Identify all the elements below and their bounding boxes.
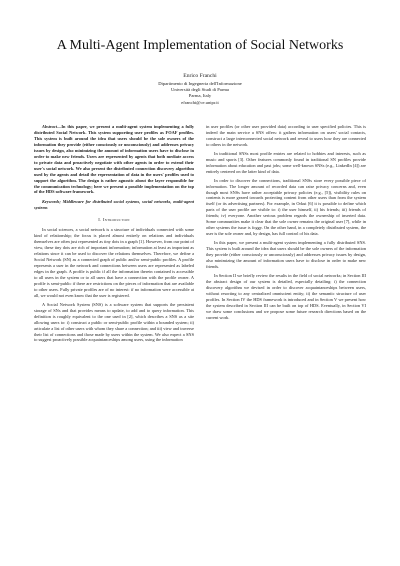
affiliation-city: Parma, Italy: [188, 93, 212, 99]
abstract: Abstract—In this paper, we present a multi-agent system implementing a fully distributed Social Network. This system supporting user profiles as FOAF profiles. This system is built around the idea that users should be the sole owners of the information they provide (either consciously or unconsciously) and addresses privacy issues by design, also minimizing the amount of information users have to disclose in order to make new friends. Users are represented by agents that both mediate access to private data and proactively negotiate with other agents in order to extend their user's social network. We also present the distributed connection discovery algorithm used by the agents and detail the representation of data in the users' profiles used to support the algorithm. The design is rather agnostic about the layer responsible for the communication technology; here we present a possible implementation on the top of the HDS software framework.: [34, 124, 194, 195]
keywords: Keywords; Middleware for distributed social systems, social networks, multi-agent systems: [34, 199, 194, 211]
right-paragraph-2: In traditional SNSs most profile entries are related to hobbies and interests, such as music and sports [3]. Other features commonly found in traditional SN profiles provide information about education and past jobs; some well-known SNSs (e.g., LinkedIn [4]) are entirely centered on the latter kind of data.: [206, 150, 366, 174]
abstract-label: Abstract: [42, 124, 57, 129]
author-name: Enrico Franchi: [183, 73, 217, 79]
right-paragraph-5: In Section II we briefly review the results in the field of social networks; in Section III the abstract design of our system is detailed, especially detailing: i) the connection discovery algorithm we devised in order to discover acquaintanceships between users, without resorting to any centralized omniscient entity; ii) the semantic structure of user profiles. In Section IV the HDS framework is introduced and in Section V we present how the system described in Section III can be built on top of HDS. Eventually, in Section VI we draw some conclusions and we propose some future research directions based on the current work.: [206, 272, 366, 320]
affiliation-department: Dipartimento di Ingegneria dell'Informazione: [158, 81, 242, 86]
left-column: [34, 124, 194, 343]
intro-paragraph-1: In social sciences, a social network is a structure of individuals connected with some kind of relationship; the focus is placed almost entirely on relations and individuals themselves are often just represented as tiny dots in a graph [1]. However, from our point of view, these tiny dots are rich of important information; information at least as important as relations since it can be used to discover the relations themselves. Therefore, we define a Social Network (SN) as a connected graph of public and/or semi-public profiles. A profile represents a user in the network and connections between users are represented as labeled edges in the graph. A profile is public if all the information therein contained is accessible to all users in the system or to all users that have a connection with the profile owner. A profile is semi-public if there are restrictions on the pieces of information that are available to other users. Fully private profiles are of no interest: if no information were accessible at all, we would not even know that the user is registered.: [34, 227, 194, 298]
right-paragraph-1: in user profiles (or other user provided data) according to user specified policies. This is indeed the main service a SNS offers: it gathers information on users' social contacts, construct a large interconnected social network and reveal to users how they are connected to others in the network.: [206, 124, 366, 147]
author-block: [0, 72, 400, 106]
right-paragraph-3: In order to discover the connections, traditional SNSs store every possible piece of information. The longer amount of recorded data can raise privacy concerns and, even though most SNSs have rather acceptable privacy policies (e.g., [5]), visibility rules on contents is more geared towards protecting content from other users than from the system itself (or its advertising partners). For example, in Orkut [6] it is possible to define which parts of the user profile are visible to: i) the user himself, ii) his friends; iii) friends of friends; iv) everyone. Another serious problem regards the ownership of inserted data. Some communities make it clear that the sole owner remains the original user [7], while in other systems the issue is foggy. On the other hand, in a completely distributed system, the user is the sole owner and, by design, has full control of his data.: [206, 177, 366, 237]
right-column: [206, 124, 366, 321]
intro-paragraph-2: A Social Network System (SNS) is a software system that supports the persistent storage of SNs and that provides means to update, to add and to query information. This definition is roughly equivalent to the one used in [2], which describes a SNS as a site allowing users to: i) construct a public or semi-public profile within a bounded system; ii) articulate a list of other users with whom they share a connection; and iii) view and traverse their list of connections and those made by users within the system. We also expect a SNS to suggest proactively possible acquaintanceships among users, using the information: [34, 301, 194, 343]
section-title: Introduction: [102, 217, 130, 223]
section-heading: [34, 217, 194, 223]
abstract-text: In this paper, we present a multi-agent system implementing a fully distributed Social Network. This system supporting user profiles as FOAF profiles. This system is built around the idea that users should be the sole owners of the information they provide (either consciously or unconsciously) and addresses privacy issues by design, also minimizing the amount of information users have to disclose in order to make new friends. Users are represented by agents that both mediate access to private data and proactively negotiate with other agents in order to extend their user's social network. We also present the distributed connection discovery algorithm used by the agents and detail the representation of data in the users' profiles used to support the algorithm. The design is rather agnostic about the layer responsible for the communication technology; here we present a possible implementation on the top of the HDS software framework.: [34, 124, 194, 195]
right-paragraph-4: In this paper, we present a multi-agent system implementing a fully distributed SNS. This system is built around the idea that users should be the sole owners of the information they provide (either consciously or unconsciously) and addresses privacy issues by design, also minimizing the amount of information users have to disclose in order to make new friends.: [206, 240, 366, 269]
author-email: efranchi@ce.unipr.it: [181, 99, 219, 105]
affiliation-university: Università degli Studi di Parma: [171, 87, 229, 93]
paper-title: A Multi-Agent Implementation of Social Networks: [56, 38, 344, 53]
section-number: I.: [98, 217, 102, 223]
